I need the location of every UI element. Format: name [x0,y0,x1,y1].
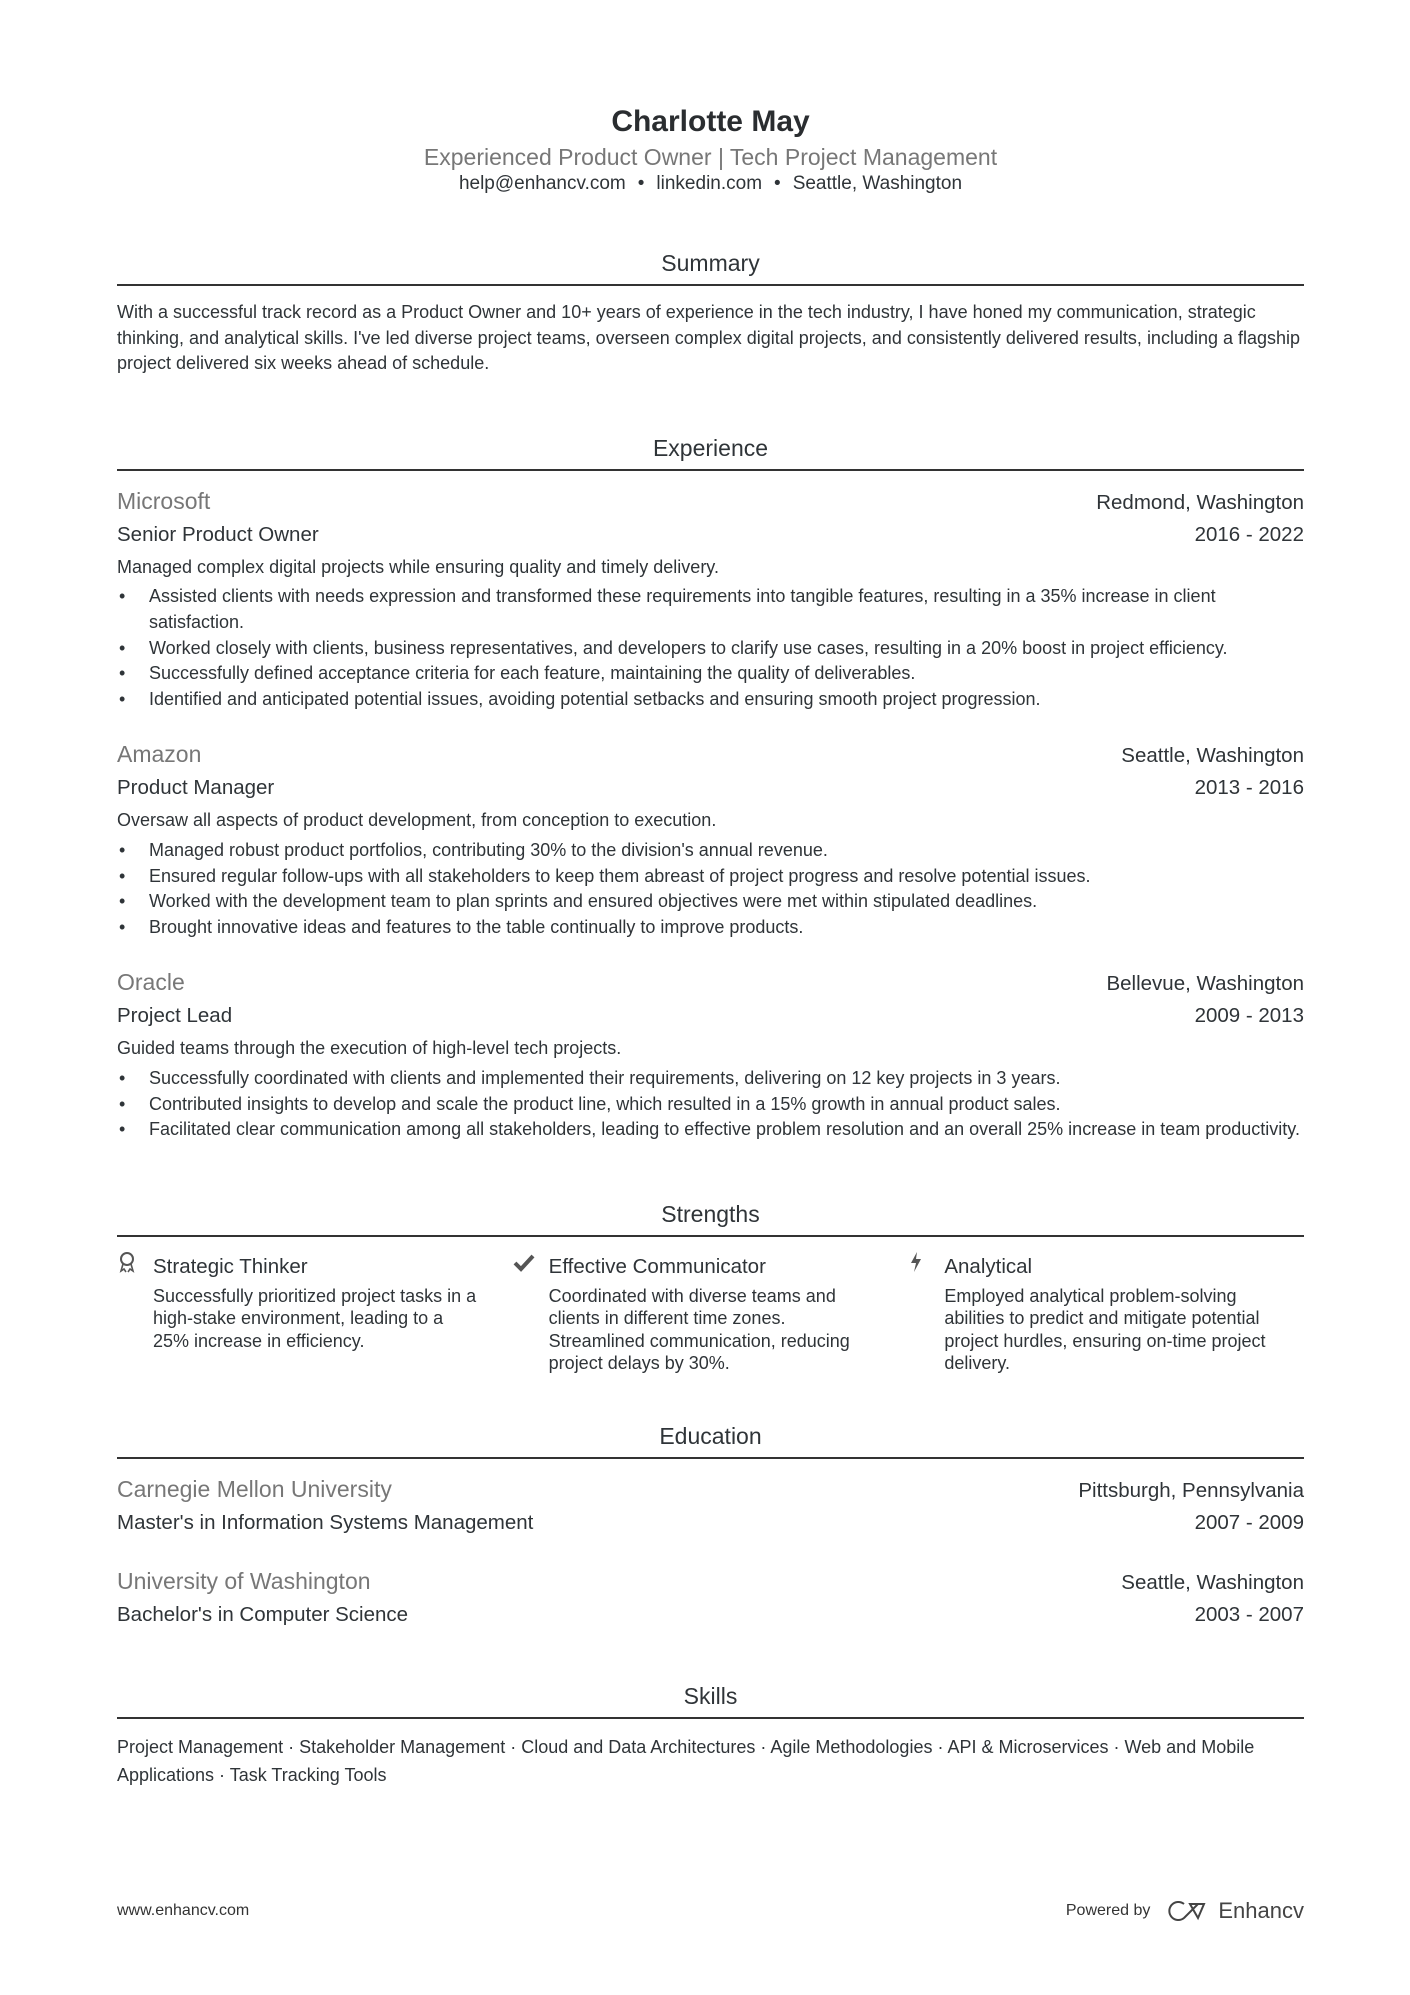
contact-line [117,172,1304,196]
job-dates: 2013 - 2016 [1194,776,1304,800]
school-location: Pittsburgh, Pennsylvania [1078,1478,1304,1502]
bullet-item: • Assisted clients with needs expression and transformed these requirements into tangible features, resulting in a 35% increase in client satisfaction. [117,584,1304,635]
experience-section [117,433,1304,1143]
strength-body [944,1251,1274,1375]
bullet-item: • Managed robust product portfolios, contributing 30% to the division's annual revenue. [117,838,1304,864]
powered-by [1066,1898,1304,1924]
job-location: Redmond, Washington [1096,490,1304,514]
company-name: Microsoft [117,487,211,514]
strength-title: Strategic Thinker [153,1254,308,1278]
bullet-item: • Worked with the development team to plan sprints and ensured objectives were met within stipulated deadlines. [117,889,1304,915]
strength-description: Employed analytical problem-solving abilities to predict and mitigate potential project hurdles, ensuring on-time project delivery. [944,1285,1266,1374]
email-link[interactable]: help@enhancv.com [458,173,626,194]
candidate-name: Charlotte May [611,105,810,138]
resume [117,104,1304,1789]
bullet-list [117,584,1304,712]
entry-subheader [117,772,1304,804]
degree: Master's in Information Systems Management [117,1510,534,1534]
education-dates: 2003 - 2007 [1194,1602,1304,1626]
strengths-section [117,1199,1304,1375]
education-entry [117,1473,1304,1539]
section-heading: Education [117,1421,1304,1459]
strength-description: Coordinated with diverse teams and clients in different time zones. Streamlined communication, reducing project delays by 30%. [548,1285,850,1374]
footer [117,1898,1304,1924]
entry-header [117,738,1304,772]
entry-subheader [117,1599,1304,1631]
summary-section [117,248,1304,377]
strength-item [908,1251,1304,1375]
strength-title: Analytical [944,1254,1033,1278]
job-description: Managed complex digital projects while ensuring quality and timely delivery. [117,556,719,577]
education-dates: 2007 - 2009 [1194,1510,1304,1534]
summary-text: With a successful track record as a Product Owner and 10+ years of experience in the tech industry, I have honed my communication, strategic thinking, and analytical skills. I've led diverse project teams, overseen complex digital projects, and consistently delivered results, including a flagship project delivered six weeks ahead of schedule. [117,302,1301,374]
job-dates: 2016 - 2022 [1194,522,1304,546]
enhancv-logo-icon [1164,1899,1210,1923]
skills-section [117,1681,1304,1789]
website-link[interactable]: www.enhancv.com [117,1902,250,1919]
experience-entry [117,485,1304,713]
bullet-list [117,1066,1304,1143]
company-name: Oracle [117,969,185,996]
strength-body [549,1251,879,1375]
entry-subheader [117,519,1304,551]
section-heading: Summary [117,248,1304,286]
school-location: Seattle, Washington [1121,1570,1304,1594]
powered-by-label: Powered by [1065,1902,1151,1919]
check-icon [513,1251,549,1375]
separator: • [637,173,645,194]
job-dates: 2009 - 2013 [1194,1004,1304,1028]
strength-description: Successfully prioritized project tasks in a high-stake environment, leading to a 25% increase in efficiency. [153,1285,477,1351]
bullet-item: • Facilitated clear communication among all stakeholders, leading to effective problem resolution and an overall 25% increase in team productivity. [117,1117,1304,1143]
strength-title: Effective Communicator [548,1254,766,1278]
bullet-item: • Brought innovative ideas and features to the table continually to improve products. [117,915,1304,941]
location: Seattle, Washington [792,173,963,194]
strength-body [153,1251,483,1375]
section-heading: Experience [117,433,1304,471]
experience-entry [117,966,1304,1142]
strength-item [513,1251,909,1375]
degree: Bachelor's in Computer Science [117,1602,409,1626]
separator: • [774,173,781,194]
job-title: Senior Product Owner [117,522,319,546]
section-heading: Strengths [117,1199,1304,1237]
school-name: University of Washington [117,1567,371,1594]
school-name: Carnegie Mellon University [117,1475,392,1502]
entry-header [117,1473,1304,1507]
strength-item [117,1251,513,1375]
bullet-list [117,838,1304,940]
linkedin-link[interactable]: linkedin.com [656,173,763,194]
bullet-item: • Ensured regular follow-ups with all stakeholders to keep them abreast of project progress and resolve potential issues. [117,864,1304,890]
bullet-item: • Worked closely with clients, business representatives, and developers to clarify use cases, resulting in a 20% boost in project efficiency. [117,636,1304,662]
enhancv-logo-text: Enhancv [1218,1898,1304,1923]
job-description: Oversaw all aspects of product development, from conception to execution. [117,810,717,831]
section-heading: Skills [117,1681,1304,1719]
award-icon [117,1251,153,1375]
education-entry [117,1565,1304,1631]
entry-header [117,966,1304,1000]
job-description: Guided teams through the execution of high-level tech projects. [117,1038,622,1059]
bullet-item: • Successfully coordinated with clients and implemented their requirements, delivering on 12 key projects in 3 years. [117,1066,1304,1092]
entry-subheader [117,1000,1304,1032]
job-location: Seattle, Washington [1121,744,1304,768]
bolt-icon [908,1251,944,1375]
education-section [117,1421,1304,1631]
experience-entry [117,738,1304,940]
entry-subheader [117,1507,1304,1539]
skills-list: Project Management · Stakeholder Management · Cloud and Data Architectures · Agile Methodologies · API & Microservices · Web and Mobile Applications · Task Tracking Tools [117,1736,1255,1785]
candidate-title: Experienced Product Owner | Tech Project Management [423,144,998,170]
enhancv-logo[interactable] [1164,1898,1304,1924]
job-title: Project Lead [117,1004,233,1028]
job-title: Product Manager [117,776,275,800]
entry-header [117,1565,1304,1599]
company-name: Amazon [117,741,202,768]
entry-header [117,485,1304,519]
bullet-item: • Successfully defined acceptance criteria for each feature, maintaining the quality of deliverables. [117,661,1304,687]
bullet-item: • Contributed insights to develop and scale the product line, which resulted in a 15% growth in annual product sales. [117,1092,1304,1118]
bullet-item: • Identified and anticipated potential issues, avoiding potential setbacks and ensuring smooth project progression. [117,687,1304,713]
job-location: Bellevue, Washington [1106,972,1304,996]
